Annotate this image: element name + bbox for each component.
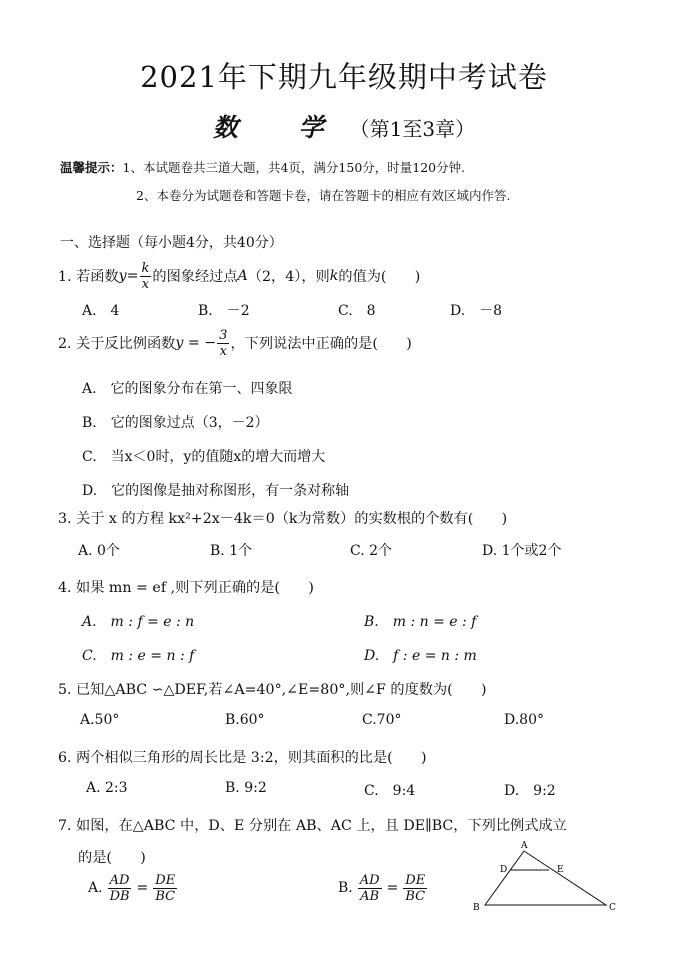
q4-option-a: A. m : f = e : n <box>82 614 195 630</box>
q1-option-d: D. －8 <box>450 303 503 319</box>
label-c: C <box>609 903 616 913</box>
label-d: D <box>500 865 508 875</box>
fraction: $\frac{DE}{BC}$ <box>155 872 176 904</box>
question-6: 6. 两个相似三角形的周长比是 3:2，则其面积的比是( ) <box>58 750 427 766</box>
q3-option-b: B. 1个 <box>210 543 253 559</box>
notice-label: 温馨提示： <box>60 160 123 175</box>
triangle-abc <box>485 851 606 905</box>
question-4: 4. 如果 mn = ef ,则下列正确的是( ) <box>58 580 314 596</box>
label-a: A <box>521 841 528 851</box>
q1-option-b: B. －2 <box>198 303 250 319</box>
q7-option-a: A. $\frac{AD}{DB}$ = $\frac{DE}{BC}$ <box>88 872 176 904</box>
q4-option-d: D. f : e = n : m <box>364 648 477 664</box>
page-title: 2021年下期九年级期中考试卷 <box>140 60 548 94</box>
question-3: 3. 关于 x 的方程 kx²+2x－4k＝0（k为常数）的实数根的个数有( ) <box>58 511 508 527</box>
question-2: 2. 关于反比例函数 y = − $\frac{3}{x}$ ，下列说法中正确的是( ) <box>58 327 412 359</box>
question-1: 1. 若函数 y = $\frac{k}{x}$ 的图象经过点 A （2，4），则 k 的值为( ) <box>58 260 421 292</box>
fraction: $\frac{3}{x}$ <box>219 327 228 359</box>
q5-option-c: C.70° <box>362 712 402 728</box>
q5-option-d: D.80° <box>504 712 544 728</box>
q2-option-a: A. 它的图象分布在第一、四象限 <box>82 381 293 397</box>
question-7-line-1: 7. 如图，在△ABC 中，D、E 分别在 AB、AC 上，且 DE∥BC，下列比例式成立 <box>58 818 567 834</box>
subject-name: 数 学 <box>212 113 350 142</box>
page-subtitle <box>0 108 688 144</box>
fraction: $\frac{AD}{DB}$ <box>109 872 130 904</box>
question-5: 5. 已知△ABC ∽△DEF,若∠A=40°,∠E=80°,则∠F 的度数为( ) <box>58 682 487 698</box>
q5-option-a: A.50° <box>80 712 120 728</box>
q7-option-b: B. $\frac{AD}{AB}$ = $\frac{DE}{BC}$ <box>338 872 426 904</box>
q3-option-a: A. 0个 <box>78 543 120 559</box>
label-b: B <box>473 903 480 913</box>
q3-option-c: C. 2个 <box>350 543 393 559</box>
q5-option-b: B.60° <box>225 712 265 728</box>
chapter-scope: （第1至3章） <box>349 117 476 141</box>
fraction: $\frac{DE}{BC}$ <box>405 872 426 904</box>
q4-option-b: B. m : n = e : f <box>364 614 477 630</box>
q6-option-d: D. 9:2 <box>504 783 556 799</box>
section-heading: 一、选择题（每小题4分，共40分） <box>60 235 283 251</box>
q4-option-c: C. m : e = n : f <box>82 648 195 664</box>
fraction: $\frac{k}{x}$ <box>141 260 150 292</box>
q6-option-a: A. 2:3 <box>86 780 128 796</box>
q1-option-c: C. 8 <box>338 303 376 319</box>
q3-option-d: D. 1个或2个 <box>482 543 562 559</box>
question-7-line-2: 的是( ) <box>78 850 146 866</box>
q2-option-b: B. 它的图象过点（3，－2） <box>82 415 269 431</box>
q2-option-c: C. 当x＜0时，y的值随x的增大而增大 <box>82 449 326 465</box>
q2-option-d: D. 它的图像是抽对称图形，有一条对称轴 <box>82 483 350 499</box>
q6-option-b: B. 9:2 <box>225 780 267 796</box>
notice-line-2: 2、本卷分为试题卷和答题卡卷，请在答题卡的相应有效区域内作答. <box>136 188 511 203</box>
fraction: $\frac{AD}{AB}$ <box>359 872 380 904</box>
label-e: E <box>557 865 564 875</box>
notice-line-1: 温馨提示：1、本试题卷共三道大题，共4页，满分150分，时量120分钟. <box>60 160 466 175</box>
q1-option-a: A. 4 <box>82 303 120 319</box>
q6-option-c: C. 9:4 <box>364 783 416 799</box>
triangle-figure <box>465 838 625 916</box>
